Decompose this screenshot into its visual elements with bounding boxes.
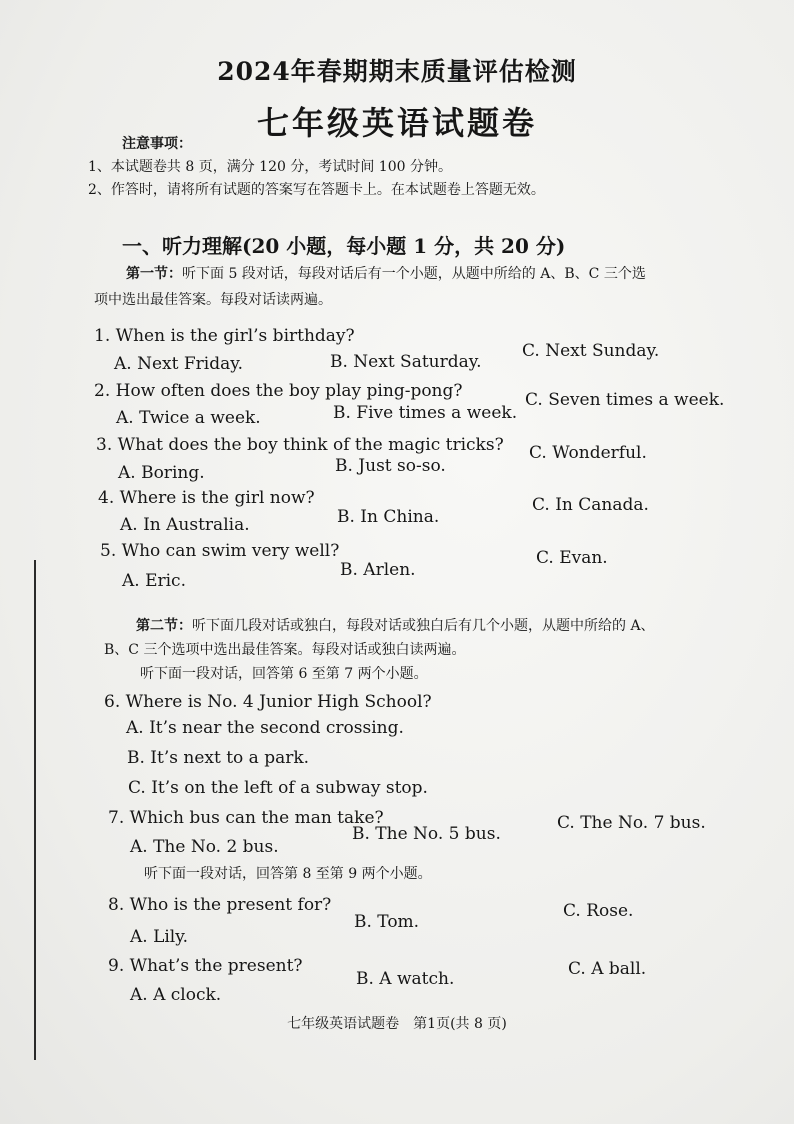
part1-label: 第一节： xyxy=(126,266,182,282)
option-a: A. Lily. xyxy=(130,927,188,947)
question-stem: 9. What’s the present? xyxy=(108,956,303,976)
option-a: A. The No. 2 bus. xyxy=(130,837,279,857)
option-c: C. In Canada. xyxy=(532,495,649,515)
option-b: B. Tom. xyxy=(354,912,420,932)
notes-block xyxy=(88,133,545,202)
part2-instructions xyxy=(136,614,655,638)
option-a: A. Next Friday. xyxy=(114,354,243,374)
question-stem: 3. What does the boy think of the magic tricks? xyxy=(96,435,504,455)
question-stem: 2. How often does the boy play ping-pong? xyxy=(94,381,463,401)
option-c: C. Seven times a week. xyxy=(525,390,725,410)
part1-text-line1: 听下面 5 段对话，每段对话后有一个小题，从题中所给的 A、B、C 三个选 xyxy=(182,266,646,282)
notes-heading: 注意事项： xyxy=(122,136,192,152)
option-c: C. A ball. xyxy=(568,959,647,979)
question-stem: 5. Who can swim very well? xyxy=(100,541,340,561)
option-b: B. A watch. xyxy=(356,969,455,989)
option-a: A. In Australia. xyxy=(120,515,250,535)
part2-text-line2: B、C 三个选项中选出最佳答案。每段对话或独白读两遍。 xyxy=(104,642,466,658)
question-stem: 6. Where is No. 4 Junior High School? xyxy=(104,692,432,712)
option-b: B. In China. xyxy=(337,507,440,527)
question-stem: 8. Who is the present for? xyxy=(108,895,332,915)
option-a: A. A clock. xyxy=(130,985,222,1005)
option-b: B. Arlen. xyxy=(340,560,416,580)
question-stem: 1. When is the girl’s birthday? xyxy=(94,326,355,346)
option-a: A. It’s near the second crossing. xyxy=(126,718,404,738)
option-a: A. Twice a week. xyxy=(116,408,261,428)
option-b: B. Just so-so. xyxy=(335,456,446,476)
question-stem: 4. Where is the girl now? xyxy=(98,488,315,508)
page-footer: 七年级英语试题卷 第1页(共 8 页) xyxy=(287,1016,507,1032)
option-b: B. The No. 5 bus. xyxy=(352,824,501,844)
part2-note: 听下面一段对话，回答第 8 至第 9 两个小题。 xyxy=(144,866,432,882)
option-c: C. It’s on the left of a subway stop. xyxy=(128,778,428,798)
option-b: B. Five times a week. xyxy=(333,403,518,423)
part1-text-line2: 项中选出最佳答案。每段对话读两遍。 xyxy=(94,292,332,308)
option-c: C. The No. 7 bus. xyxy=(557,813,706,833)
binding-line xyxy=(34,560,36,1060)
option-c: C. Evan. xyxy=(536,548,608,568)
part1-instructions xyxy=(126,262,646,286)
exam-subtitle: 七年级英语试题卷 xyxy=(256,104,537,142)
option-a: A. Eric. xyxy=(122,571,186,591)
section-heading: 一、听力理解(20 小题，每小题 1 分，共 20 分) xyxy=(122,234,566,258)
notes-item: 1、本试题卷共 8 页，满分 120 分，考试时间 100 分钟。 xyxy=(88,159,452,175)
question-stem: 7. Which bus can the man take? xyxy=(108,808,384,828)
part2-text-line1: 听下面几段对话或独白，每段对话或独白后有几个小题，从题中所给的 A、 xyxy=(192,618,655,634)
notes-item: 2、作答时，请将所有试题的答案写在答题卡上。在本试题卷上答题无效。 xyxy=(88,182,545,198)
part2-note: 听下面一段对话，回答第 6 至第 7 两个小题。 xyxy=(140,666,428,682)
option-a: A. Boring. xyxy=(118,463,205,483)
option-c: C. Rose. xyxy=(563,901,634,921)
part2-label: 第二节： xyxy=(136,618,192,634)
option-c: C. Wonderful. xyxy=(529,443,647,463)
option-c: C. Next Sunday. xyxy=(522,341,660,361)
option-b: B. It’s next to a park. xyxy=(127,748,310,768)
option-b: B. Next Saturday. xyxy=(330,352,482,372)
exam-title: 2024年春期期末质量评估检测 xyxy=(217,57,577,86)
